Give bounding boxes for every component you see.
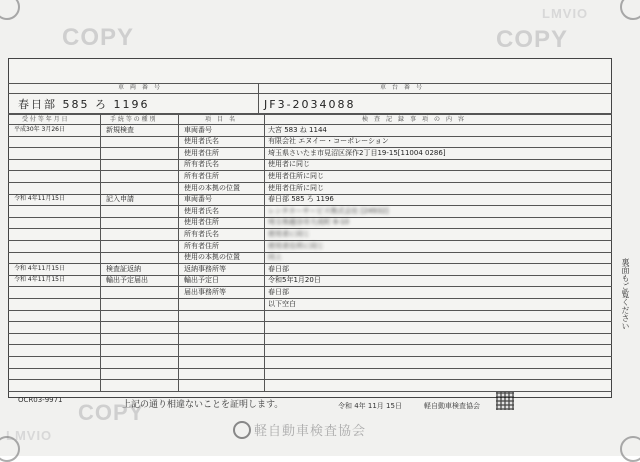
copy-watermark: COPY: [78, 400, 145, 425]
table-rule: [8, 344, 612, 345]
corner-ornament: [620, 0, 640, 20]
record-content: 使用者に同じ: [268, 230, 310, 238]
corner-ornament: [0, 436, 20, 462]
record-content: 埼玉県越谷市大成町 8-10: [268, 218, 350, 226]
record-item-name: 所有者住所: [184, 242, 219, 250]
record-content: 埼玉県さいたま市見沼区深作2丁目19-15[11004 0286]: [268, 149, 446, 157]
corner-ornament: [620, 436, 640, 462]
record-item-name: 返納事務所等: [184, 265, 226, 273]
table-rule: [8, 356, 612, 357]
qr-code-icon: [496, 392, 514, 410]
table-rule: [8, 310, 612, 311]
record-item-name: 使用者住所: [184, 149, 219, 157]
record-content: 令和5年1月20日: [268, 276, 321, 284]
table-rule: [264, 113, 265, 391]
column-header-date: 受 付 等 年 月 日: [22, 116, 68, 123]
record-item-name: 使用者住所: [184, 218, 219, 226]
column-header-item: 項 目 名: [205, 116, 236, 123]
record-content: レンタカーサービス株式会社 [24932]: [268, 207, 389, 215]
issue-date: 令和 4年 11月 15日: [338, 402, 402, 410]
record-content: 有限会社 エヌイー・コーポレーション: [268, 137, 389, 145]
copy-watermark: COPY: [62, 24, 135, 51]
table-rule: [8, 333, 612, 334]
copy-watermark: COPY: [496, 26, 569, 53]
table-rule: [8, 286, 612, 287]
record-content: 使用者住所に同じ: [268, 172, 324, 180]
association-seal-icon: [233, 421, 251, 439]
record-content: 使用者住所に同じ: [268, 242, 324, 250]
table-rule: [8, 124, 612, 125]
table-rule: [8, 147, 612, 148]
table-rule: [8, 321, 612, 322]
table-rule: [8, 182, 612, 183]
table-rule: [258, 83, 259, 113]
vehicle-plate-number: 春日部 585 ろ 1196: [18, 98, 150, 111]
record-item-name: 所有者氏名: [184, 230, 219, 238]
table-rule: [8, 93, 612, 94]
side-note: 裏面もご覧ください: [621, 258, 630, 330]
record-content: 同上: [268, 253, 282, 261]
record-item-name: 届出事務所等: [184, 288, 226, 296]
record-content: 春日部 585 ろ 1196: [268, 195, 334, 203]
record-content: 使用者住所に同じ: [268, 184, 324, 192]
table-rule: [178, 113, 179, 391]
record-item-name: 輸出予定日: [184, 276, 219, 284]
certification-statement: 上記の通り相違ないことを証明します。: [122, 400, 284, 410]
brand-watermark: LMVIO: [542, 6, 589, 21]
record-item-name: 使用の本拠の位置: [184, 184, 240, 192]
record-item-name: 使用の本拠の位置: [184, 253, 240, 261]
table-rule: [100, 113, 101, 391]
record-date: 令和 4年11月15日: [14, 195, 65, 202]
record-item-name: 車両番号: [184, 195, 212, 203]
table-rule: [8, 113, 612, 115]
record-content: 春日部: [268, 265, 289, 273]
record-content: 使用者に同じ: [268, 160, 310, 168]
record-content: 春日部: [268, 288, 289, 296]
column-header-content: 検 査 記 録 事 項 の 内 容: [362, 116, 465, 123]
record-item-name: 使用者氏名: [184, 137, 219, 145]
chassis-number: JF3-2034088: [264, 98, 356, 111]
table-rule: [8, 391, 612, 392]
issuer-name: 軽自動車検査協会: [254, 424, 367, 439]
record-procedure-kind: 新規検査: [106, 126, 134, 134]
vehicle-number-label: 車 両 番 号: [118, 84, 161, 91]
table-rule: [8, 83, 612, 84]
column-header-kind: 手 続 等 の 種 別: [110, 116, 156, 123]
record-procedure-kind: 輸出予定届出: [106, 276, 148, 284]
corner-ornament: [0, 0, 20, 20]
record-item-name: 所有者氏名: [184, 160, 219, 168]
record-procedure-kind: 検査証返納: [106, 265, 141, 273]
table-rule: [8, 228, 612, 229]
table-rule: [8, 159, 612, 160]
chassis-number-label: 車 台 番 号: [380, 84, 423, 91]
issuing-office: 軽自動車検査協会: [424, 402, 480, 410]
table-rule: [8, 368, 612, 369]
table-rule: [8, 252, 612, 253]
record-procedure-kind: 記入申請: [106, 195, 134, 203]
table-rule: [8, 263, 612, 264]
record-item-name: 使用者氏名: [184, 207, 219, 215]
table-rule: [8, 170, 612, 171]
table-rule: [8, 205, 612, 206]
record-content: 大宮 583 ね 1144: [268, 126, 327, 134]
table-rule: [8, 240, 612, 241]
record-content: 以下空白: [268, 300, 296, 308]
table-rule: [8, 298, 612, 299]
brand-watermark: LMVIO: [6, 428, 53, 443]
record-item-name: 所有者住所: [184, 172, 219, 180]
record-date: 令和 4年11月15日: [14, 276, 65, 283]
form-code: OCR03-9971: [18, 396, 63, 404]
record-date: 平成30年 3月26日: [14, 126, 65, 133]
table-rule: [8, 379, 612, 380]
record-item-name: 車両番号: [184, 126, 212, 134]
record-date: 令和 4年11月15日: [14, 265, 65, 272]
